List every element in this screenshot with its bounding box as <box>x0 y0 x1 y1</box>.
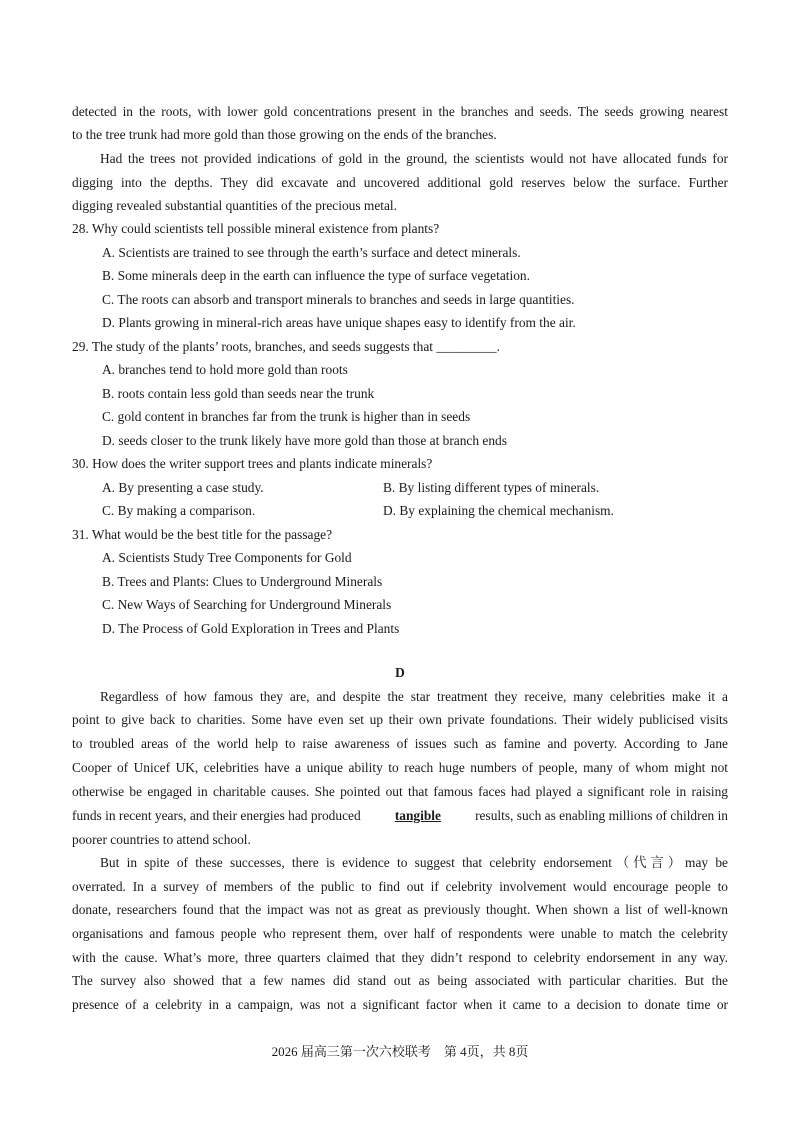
passage-text: funds in recent years, and their energies had produced <box>72 808 361 823</box>
passage-line: to the tree trunk had more gold than those growing on the ends of the branches. <box>72 127 497 142</box>
question-29-option-d: D. seeds closer to the trunk likely have more gold than those at branch ends <box>102 433 507 448</box>
question-30-option-a: A. By presenting a case study. <box>102 480 264 495</box>
passage-line: detected in the roots, with lower gold concentrations present in the branches and seeds. The seeds growing nearest <box>72 104 728 119</box>
question-29-option-b: B. roots contain less gold than seeds near the trunk <box>102 386 375 401</box>
question-30-option-b: B. By listing different types of minerals. <box>383 480 600 495</box>
passage-text: results, such as enabling millions of children in <box>475 808 728 823</box>
passage-line: digging into the depths. They did excavate and uncovered additional gold reserves below the surface. Further <box>72 175 728 190</box>
passage-line: Had the trees not provided indications of gold in the ground, the scientists would not have allocated funds for <box>100 151 728 166</box>
question-31-option-d: D. The Process of Gold Exploration in Trees and Plants <box>102 621 400 636</box>
passage-line: digging revealed substantial quantities of the precious metal. <box>72 198 398 213</box>
question-28-option-c: C. The roots can absorb and transport minerals to branches and seeds in large quantities. <box>102 292 575 307</box>
question-30-option-c: C. By making a comparison. <box>102 503 256 518</box>
question-31-option-c: C. New Ways of Searching for Underground Minerals <box>102 597 392 612</box>
question-29-option-c: C. gold content in branches far from the trunk is higher than in seeds <box>102 409 471 424</box>
passage-line: poorer countries to attend school. <box>72 832 251 847</box>
keyword-tangible: tangible <box>394 808 441 823</box>
question-30-stem: 30. How does the writer support trees and plants indicate minerals? <box>72 456 433 471</box>
passage-line: presence of a celebrity in a campaign, was not a significant factor when it came to a decision to donate time or <box>72 997 728 1012</box>
passage-line <box>72 807 728 825</box>
question-29-option-a: A. branches tend to hold more gold than roots <box>102 362 348 377</box>
passage-line: donate, researchers found that the impact was not as great as previously thought. When shown a list of well-known <box>72 902 728 917</box>
passage-line: organisations and famous people who represent them, over half of respondents were unable to match the celebrity <box>72 926 728 941</box>
passage-line: overrated. In a survey of members of the public to find out if celebrity involvement would encourage people to <box>72 879 728 894</box>
passage-line: The survey also showed that a few names did stand out as being associated with particular charities. But the <box>72 973 728 988</box>
passage-line: But in spite of these successes, there is evidence to suggest that celebrity endorsement（代言）may be <box>100 855 728 870</box>
passage-line: Regardless of how famous they are, and despite the star treatment they receive, many celebrities make it a <box>100 689 728 704</box>
question-28-option-d: D. Plants growing in mineral-rich areas have unique shapes easy to identify from the air. <box>102 315 576 330</box>
question-31-stem: 31. What would be the best title for the passage? <box>72 527 333 542</box>
page-footer: 2026 届高三第一次六校联考 第 4页，共 8页 <box>271 1044 529 1059</box>
question-31-option-a: A. Scientists Study Tree Components for Gold <box>102 550 352 565</box>
question-28-stem: 28. Why could scientists tell possible mineral existence from plants? <box>72 221 440 236</box>
passage-line: Cooper of Unicef UK, celebrities have a unique ability to reach huge numbers of people, many of whom might not <box>72 760 728 775</box>
passage-d-heading: D <box>395 665 405 680</box>
question-28-option-a: A. Scientists are trained to see through the earth’s surface and detect minerals. <box>102 245 521 260</box>
passage-line: to troubled areas of the world help to raise awareness of issues such as famine and poverty. According to Jane <box>72 736 728 751</box>
passage-line: point to give back to charities. Some have even set up their own private foundations. Their widely publicised visits <box>72 712 728 727</box>
question-31-option-b: B. Trees and Plants: Clues to Underground Minerals <box>102 574 383 589</box>
question-29-stem: 29. The study of the plants’ roots, branches, and seeds suggests that _________. <box>72 339 500 354</box>
question-30-option-d: D. By explaining the chemical mechanism. <box>383 503 614 518</box>
passage-line: with the cause. What’s more, three quarters claimed that they didn’t respond to celebrity endorsement in any way. <box>72 950 728 965</box>
question-28-option-b: B. Some minerals deep in the earth can influence the type of surface vegetation. <box>102 268 530 283</box>
passage-line: otherwise be engaged in charitable causes. She pointed out that famous faces had played a significant role in raising <box>72 784 728 799</box>
